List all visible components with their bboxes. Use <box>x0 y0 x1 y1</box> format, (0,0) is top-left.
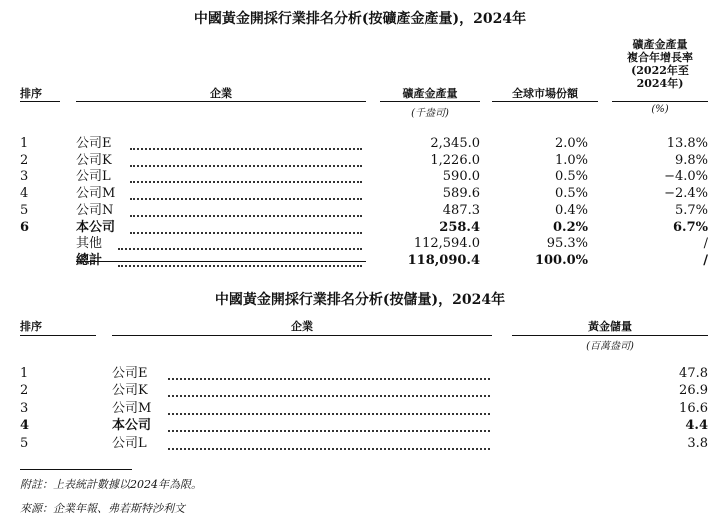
company-cell: 公司E <box>76 136 112 151</box>
company-cell: 公司L <box>112 435 147 451</box>
production-cell: 112,594.0 <box>413 236 480 252</box>
table2-title: 中國黃金開採行業排名分析(按儲量)，2024年 <box>214 292 506 308</box>
production-cell: 590.0 <box>442 169 480 185</box>
rank-cell: 1 <box>20 366 29 381</box>
share-cell: 0.5% <box>554 186 588 202</box>
company-cell: 總計 <box>76 252 103 268</box>
production-cell: 118,090.4 <box>407 252 480 268</box>
reserves-cell: 3.8 <box>687 435 708 451</box>
table2-header-company: 企業 <box>291 320 313 333</box>
table1-header-cagr <box>612 38 708 90</box>
production-cell: 258.4 <box>439 219 480 235</box>
table1-header-company: 企業 <box>210 87 232 100</box>
table1-header-share: 全球市場份額 <box>512 87 578 100</box>
table1-header-production: 礦產金產量 <box>402 87 458 100</box>
production-cell: 487.3 <box>442 202 480 218</box>
table1-title: 中國黃金開採行業排名分析(按礦產金產量)，2024年 <box>193 11 527 27</box>
table2-unit-reserves: (百萬盎司) <box>586 341 634 352</box>
rank-cell: 4 <box>20 186 29 202</box>
rank-cell: 4 <box>20 418 30 434</box>
cagr-cell: / <box>703 236 708 252</box>
table1-rule-company <box>76 101 366 102</box>
rank-cell: 3 <box>20 169 29 185</box>
notes-rule <box>20 469 132 470</box>
cagr-cell: −4.0% <box>664 169 708 185</box>
cagr-cell: 9.8% <box>674 152 708 168</box>
company-cell: 其他 <box>76 236 103 252</box>
rank-cell: 6 <box>20 219 30 235</box>
table1-total-rule <box>76 261 366 262</box>
reserves-cell: 16.6 <box>679 400 708 416</box>
company-cell: 本公司 <box>76 219 116 235</box>
reserves-cell: 47.8 <box>679 366 708 381</box>
table2-rule-rank <box>20 335 96 336</box>
cagr-cell: −2.4% <box>664 186 708 202</box>
production-cell: 1,226.0 <box>430 152 480 168</box>
table2-rule-company <box>112 335 492 336</box>
table1-rule-production <box>380 101 480 102</box>
table2-header-rank: 排序 <box>20 320 42 333</box>
dot-leader <box>168 395 490 397</box>
table1-rule-rank <box>20 101 60 102</box>
company-cell: 公司L <box>76 169 111 185</box>
table1-unit-cagr: (%) <box>651 104 669 115</box>
rank-cell: 5 <box>20 202 29 218</box>
cagr-cell: / <box>703 252 708 268</box>
company-cell: 本公司 <box>112 418 152 434</box>
share-cell: 0.2% <box>553 219 588 235</box>
share-cell: 100.0% <box>534 252 588 268</box>
dot-leader <box>130 181 362 183</box>
dot-leader <box>130 215 362 217</box>
dot-leader <box>130 232 362 234</box>
dot-leader <box>168 448 490 450</box>
share-cell: 0.4% <box>554 202 588 218</box>
dot-leader <box>168 413 490 415</box>
table1-rule-cagr <box>612 101 708 102</box>
table1-header-rank: 排序 <box>20 87 42 100</box>
dot-leader <box>118 248 362 250</box>
reserves-cell: 4.4 <box>685 418 708 434</box>
rank-cell: 1 <box>20 136 29 151</box>
table1-rule-share <box>492 101 598 102</box>
table2-rule-reserves <box>512 335 708 336</box>
footnote: 附註：上表統計數據以2024年為限。 <box>20 478 202 491</box>
cagr-cell: 5.7% <box>674 202 708 218</box>
cagr-cell: 6.7% <box>673 219 708 235</box>
reserves-cell: 26.9 <box>679 383 708 399</box>
dot-leader <box>168 378 490 380</box>
rank-cell: 5 <box>20 435 29 451</box>
source-note: 來源：企業年報、弗若斯特沙利文 <box>20 502 185 515</box>
production-cell: 2,345.0 <box>430 136 480 151</box>
company-cell: 公司M <box>112 400 152 416</box>
cagr-header-line3: (2022年至 <box>631 64 689 77</box>
cagr-header-line4: 2024年) <box>636 77 684 90</box>
dot-leader <box>168 430 490 432</box>
dot-leader <box>130 165 362 167</box>
dot-leader <box>118 265 362 267</box>
cagr-header-line2: 複合年增長率 <box>627 51 693 64</box>
dot-leader <box>130 148 362 150</box>
company-cell: 公司K <box>112 383 148 399</box>
table1-unit-production: (千盎司) <box>411 108 449 119</box>
company-cell: 公司M <box>76 186 116 202</box>
rank-cell: 2 <box>20 383 29 399</box>
rank-cell: 3 <box>20 400 29 416</box>
dot-leader <box>130 198 362 200</box>
production-cell: 589.6 <box>442 186 480 202</box>
rank-cell: 2 <box>20 152 29 168</box>
company-cell: 公司K <box>76 152 112 168</box>
share-cell: 2.0% <box>554 136 588 151</box>
company-cell: 公司N <box>76 202 114 218</box>
company-cell: 公司E <box>112 366 148 381</box>
table2-header-reserves: 黃金儲量 <box>588 320 632 333</box>
share-cell: 95.3% <box>546 236 588 252</box>
share-cell: 0.5% <box>554 169 588 185</box>
share-cell: 1.0% <box>554 152 588 168</box>
cagr-header-line1: 礦產金產量 <box>632 38 688 51</box>
cagr-cell: 13.8% <box>666 136 708 151</box>
